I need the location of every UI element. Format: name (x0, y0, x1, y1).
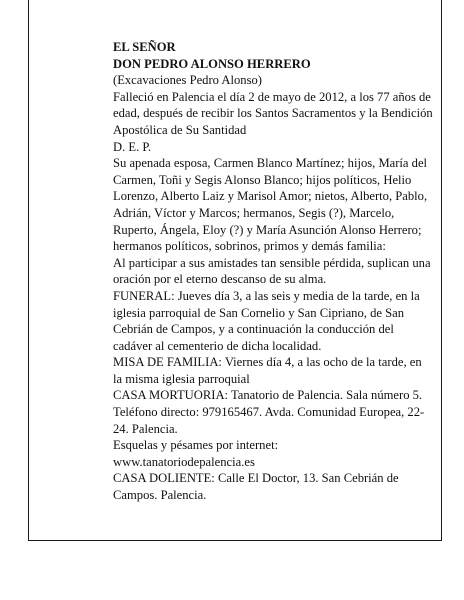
family-list: Su apenada esposa, Carmen Blanco Martínez; hijos, María del Carmen, Toñi y Segis Alonso Blanco; hijos políticos, Helio Lorenzo, Alberto Laiz y Marisol Amor; nietos, Alberto, Pablo, Adrián, Víctor y Marcos; hermanos, Segis (?), Marcelo, Ruperto, Ángela, Eloy (?) y María Asunción Alonso Herrero; hermanos políticos, sobrinos, primos y demás familia: (113, 156, 428, 254)
funeral-details: FUNERAL: Jueves día 3, a las seis y media de la tarde, en la iglesia parroquial de San Cornelio y San Cipriano, de San Cebrián de Campos, y a continuación la conducción del cadáver al cementerio de dicha localidad. (113, 288, 420, 353)
prayer-request: Al participar a sus amistades tan sensible pérdida, suplican una oración por el eterno descanso de su alma. (113, 255, 431, 287)
dep-text: D. E. P. (113, 139, 152, 154)
family-mass: MISA DE FAMILIA: Viernes día 4, a las ocho de la tarde, en la misma iglesia parroquial (113, 355, 422, 386)
family-home: CASA DOLIENTE: Calle El Doctor, 13. San Cebrián de Campos. Palencia. (113, 471, 399, 503)
condolences-label: Esquelas y pésames por internet: (113, 438, 279, 453)
condolences-url: www.tanatoriodepalencia.es (113, 454, 255, 469)
funeral-home: CASA MORTUORIA: Tanatorio de Palencia. Sala número 5. Teléfono directo: 979165467. Avda. Comunidad Europea, 22-24. Palencia. (113, 388, 425, 436)
company-name: (Excavaciones Pedro Alonso) (113, 73, 262, 88)
death-notice: Falleció en Palencia el día 2 de mayo de 2012, a los 77 años de edad, después de recibir los Santos Sacramentos y la Bendición Apostólica de Su Santidad (113, 89, 433, 137)
obituary-notice (113, 39, 433, 504)
deceased-name: DON PEDRO ALONSO HERRERO (113, 56, 311, 71)
title-line-1: EL SEÑOR (113, 40, 176, 54)
